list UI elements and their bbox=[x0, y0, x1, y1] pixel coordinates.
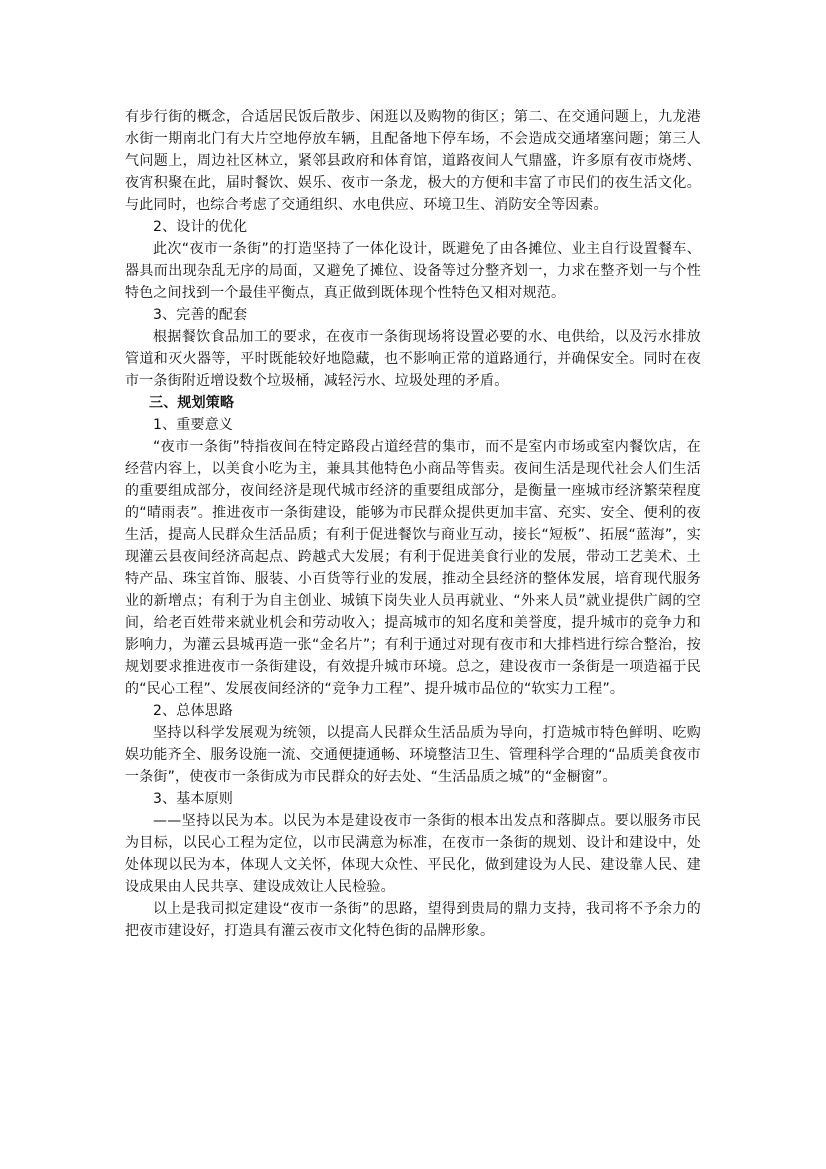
paragraph-overall-approach: 坚持以科学发展观为统领，以提高人民群众生活品质为导向，打造城市特色鲜明、吃购娱功能齐全、服务设施一流、交通便捷通畅、环境整洁卫生、管理科学合理的“品质美食夜市一条街”，使夜市一条街成为市民群众的好去处、“生活品质之城”的“金橱窗”。 bbox=[125, 725, 701, 785]
paragraph-site-advantages: 有步行街的概念，合适居民饭后散步、闲逛以及购物的街区；第二、在交通问题上，九龙港水街一期南北门有大片空地停放车辆，且配备地下停车场，不会造成交通堵塞问题；第三人气问题上，周边社区林立，紧邻县政府和体育馆，道路夜间人气鼎盛，许多原有夜市烧烤、夜宵积聚在此，届时餐饮、娱乐、夜市一条龙，极大的方便和丰富了市民们的夜生活文化。与此同时，也综合考虑了交通组织、水电供应、环境卫生、消防安全等因素。 bbox=[125, 109, 701, 213]
paragraph-supporting-facilities: 根据餐饮食品加工的要求，在夜市一条街现场将设置必要的水、电供给，以及污水排放管道和灭火器等，平时既能较好地隐藏，也不影响正常的道路通行，并确保安全。同时在夜市一条街附近增设数个垃圾桶，减轻污水、垃圾处理的矛盾。 bbox=[125, 329, 701, 389]
section-heading-planning-strategy: 三、规划策略 bbox=[149, 395, 235, 411]
document-body bbox=[125, 106, 701, 942]
paragraph-basic-principles: ——坚持以民为本。以民为本是建设夜市一条街的根本出发点和落脚点。要以服务市民为目标，以民心工程为定位，以市民满意为标准，在夜市一条街的规划、设计和建设中，处处体现以民为本，体现人文关怀，体现大众性、平民化，做到建设为人民、建设靠人民、建设成果由人民共享、建设成效让人民检验。 bbox=[125, 813, 701, 895]
subheading-supporting-facilities: 3、完善的配套 bbox=[153, 307, 248, 323]
subheading-design-optimization: 2、设计的优化 bbox=[153, 219, 248, 235]
paragraph-significance: “夜市一条街”特指夜间在特定路段占道经营的集市，而不是室内市场或室内餐饮店，在经营内容上，以美食小吃为主，兼具其他特色小商品等售卖。夜间生活是现代社会人们生活的重要组成部分，夜间经济是现代城市经济的重要组成部分，是衡量一座城市经济繁荣程度的“晴雨表”。推进夜市一条街建设，能够为市民群众提供更加丰富、充实、安全、便利的夜生活，提高人民群众生活品质；有利于促进餐饮与商业互动，接长“短板”、拓展“蓝海”，实现灌云县夜间经济高起点、跨越式大发展；有利于促进美食行业的发展，带动工艺美术、土特产品、珠宝首饰、服装、小百货等行业的发展，推动全县经济的整体发展，培育现代服务业的新增点；有利于为自主创业、城镇下岗失业人员再就业、“外来人员”就业提供广阔的空间，给老百姓带来就业机会和劳动收入；提高城市的知名度和美誉度，提升城市的竞争力和影响力，为灌云县城再造一张“金名片”；有利于通过对现有夜市和大排档进行综合整治，按规划要求推进夜市一条街建设，有效提升城市环境。总之，建设夜市一条街是一项造福于民的“民心工程”、发展夜间经济的“竞争力工程”、提升城市品位的“软实力工程”。 bbox=[125, 439, 701, 697]
subheading-basic-principles: 3、基本原则 bbox=[153, 791, 234, 807]
paragraph-design-optimization: 此次“夜市一条街”的打造坚持了一体化设计，既避免了由各摊位、业主自行设置餐车、器具而出现杂乱无序的局面，又避免了摊位、设备等过分整齐划一，力求在整齐划一与个性特色之间找到一个最佳平衡点，真正做到既体现个性特色又相对规范。 bbox=[125, 241, 701, 301]
subheading-significance: 1、重要意义 bbox=[153, 417, 234, 433]
paragraph-conclusion: 以上是我司拟定建设“夜市一条街”的思路，望得到贵局的鼎力支持，我司将不予余力的把夜市建设好，打造具有灌云夜市文化特色街的品牌形象。 bbox=[125, 901, 701, 939]
subheading-overall-approach: 2、总体思路 bbox=[153, 703, 234, 719]
